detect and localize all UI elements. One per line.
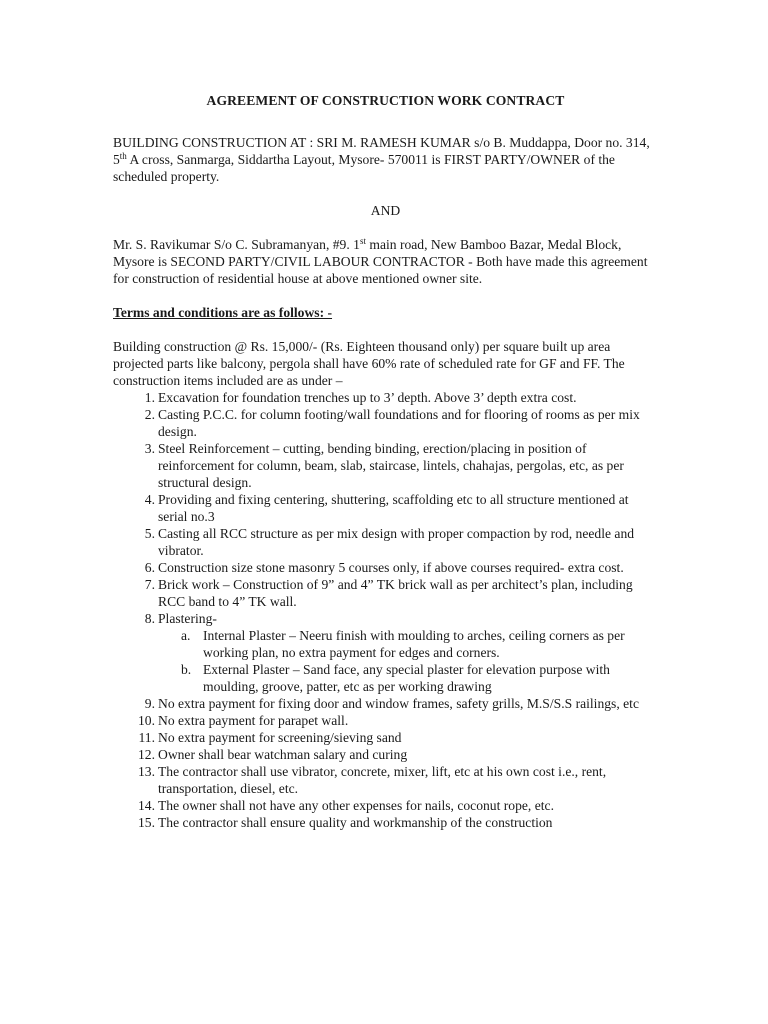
item-number: 12.	[138, 747, 155, 762]
plastering-sublist	[158, 627, 658, 695]
list-item	[113, 746, 658, 763]
item-text: No extra payment for screening/sieving sand	[158, 730, 402, 745]
list-item	[113, 610, 658, 695]
first-party-paragraph	[113, 134, 658, 185]
item-number: 6.	[144, 560, 155, 575]
item-text: Owner shall bear watchman salary and curing	[158, 747, 408, 762]
item-text: Brick work – Construction of 9” and 4” TK brick wall as per architect’s plan, including RCC band to 4” TK wall.	[158, 577, 633, 609]
second-party-superscript: st	[359, 236, 366, 246]
first-party-text-1: BUILDING CONSTRUCTION AT : SRI M. RAMESH KUMAR s/o B. Muddappa, Door no. 314, 5	[113, 135, 650, 167]
sub-list-item	[158, 627, 658, 661]
item-number: 10.	[138, 713, 155, 728]
list-item	[113, 491, 658, 525]
list-item	[113, 695, 658, 712]
item-text: The owner shall not have any other expenses for nails, coconut rope, etc.	[158, 798, 554, 813]
item-number: 7.	[144, 577, 155, 592]
and-separator: AND	[370, 203, 401, 218]
item-text: Excavation for foundation trenches up to 3’ depth. Above 3’ depth extra cost.	[158, 390, 577, 405]
item-number: 13.	[138, 764, 155, 779]
item-number: 8.	[144, 611, 155, 626]
sub-list-item	[158, 661, 658, 695]
list-item	[113, 763, 658, 797]
sub-item-letter: a.	[181, 628, 191, 643]
sub-item-text: External Plaster – Sand face, any special plaster for elevation purpose with moulding, groove, patter, etc as per working drawing	[203, 662, 610, 694]
document-title: AGREEMENT OF CONSTRUCTION WORK CONTRACT	[206, 93, 565, 108]
item-text: The contractor shall ensure quality and workmanship of the construction	[158, 815, 553, 830]
item-number: 15.	[138, 815, 155, 830]
list-item	[113, 389, 658, 406]
item-text: No extra payment for fixing door and window frames, safety grills, M.S/S.S railings, etc	[158, 696, 639, 711]
second-party-text-1: Mr. S. Ravikumar S/o C. Subramanyan, #9. 1	[113, 237, 360, 252]
list-item	[113, 712, 658, 729]
list-item	[113, 525, 658, 559]
item-number: 5.	[144, 526, 155, 541]
first-party-text-2: A cross, Sanmarga, Siddartha Layout, Mysore- 570011 is FIRST PARTY/OWNER of the scheduled property.	[113, 152, 615, 184]
terms-list	[113, 389, 658, 831]
list-item	[113, 559, 658, 576]
item-text: Providing and fixing centering, shuttering, scaffolding etc to all structure mentioned at serial no.3	[158, 492, 629, 524]
list-item	[113, 814, 658, 831]
document-page	[113, 92, 658, 831]
list-item	[113, 729, 658, 746]
intro-paragraph: Building construction @ Rs. 15,000/- (Rs. Eighteen thousand only) per square built up area projected parts like balcony, pergola shall have 60% rate of scheduled rate for GF and FF. The construction items included are as under –	[113, 339, 625, 388]
item-text: Casting all RCC structure as per mix design with proper compaction by rod, needle and vibrator.	[158, 526, 635, 558]
sub-item-letter: b.	[181, 662, 192, 677]
first-party-superscript: th	[119, 151, 127, 161]
item-number: 3.	[144, 441, 155, 456]
terms-heading: Terms and conditions are as follows: -	[113, 305, 333, 320]
list-item	[113, 440, 658, 491]
item-text: Plastering-	[158, 611, 217, 626]
second-party-paragraph	[113, 236, 658, 287]
sub-item-text: Internal Plaster – Neeru finish with moulding to arches, ceiling corners as per working plan, no extra payment for edges and corners.	[203, 628, 625, 660]
item-number: 11.	[138, 730, 155, 745]
item-number: 9.	[144, 696, 155, 711]
item-text: No extra payment for parapet wall.	[158, 713, 349, 728]
item-text: Construction size stone masonry 5 courses only, if above courses required- extra cost.	[158, 560, 624, 575]
item-text: Steel Reinforcement – cutting, bending binding, erection/placing in position of reinforcement for column, beam, slab, staircase, lintels, chahajas, pergolas, etc, as per structural design.	[158, 441, 624, 490]
second-party-text-2: main road, New Bamboo Bazar, Medal Block, Mysore is SECOND PARTY/CIVIL LABOUR CONTRACTOR - Both have made this agreement for construction of residential house at above mentioned owner site.	[113, 237, 648, 286]
item-text: Casting P.C.C. for column footing/wall foundations and for flooring of rooms as per mix design.	[158, 407, 640, 439]
item-number: 4.	[144, 492, 155, 507]
item-number: 1.	[144, 390, 155, 405]
list-item	[113, 797, 658, 814]
item-number: 2.	[144, 407, 155, 422]
list-item	[113, 406, 658, 440]
item-text: The contractor shall use vibrator, concrete, mixer, lift, etc at his own cost i.e., rent, transportation, diesel, etc.	[158, 764, 607, 796]
item-number: 14.	[138, 798, 155, 813]
list-item	[113, 576, 658, 610]
